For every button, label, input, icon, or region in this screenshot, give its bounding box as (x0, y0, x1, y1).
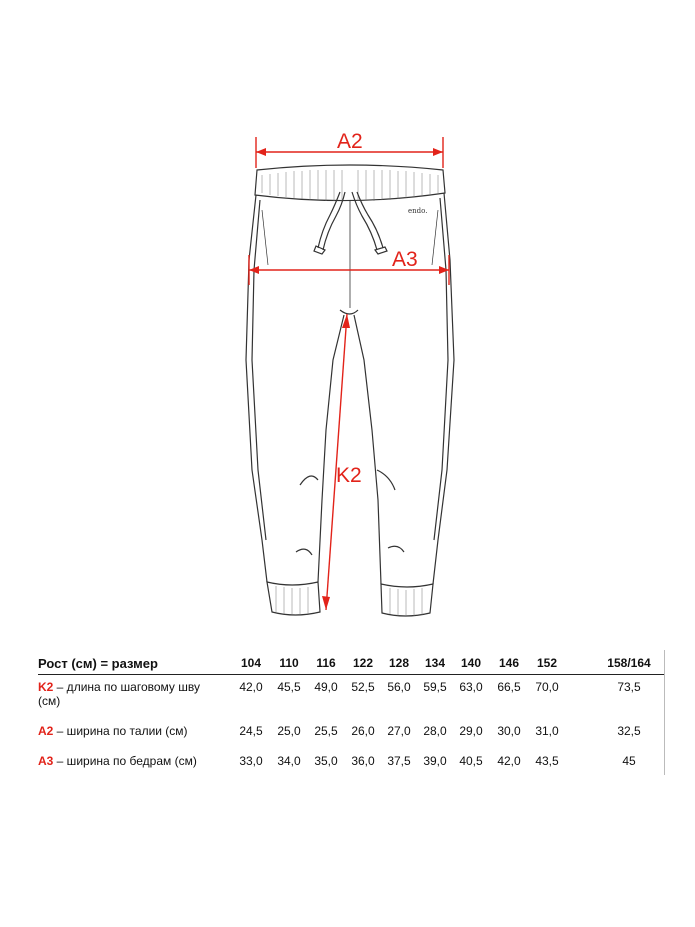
row-label (38, 724, 218, 738)
row-code: K2 (38, 680, 54, 694)
size-header: 128 (388, 656, 410, 670)
a2-label: A2 (337, 130, 363, 153)
size-header: 140 (460, 656, 482, 670)
table-cell: 59,5 (423, 680, 447, 694)
table-cell: 33,0 (239, 754, 263, 768)
table-cell: 66,5 (497, 680, 521, 694)
size-header: 110 (279, 656, 299, 670)
size-header: 152 (536, 656, 558, 670)
table-cell: 45,5 (277, 680, 301, 694)
brand-label: endo. (408, 207, 428, 215)
header-label: Рост (см) = размер (38, 656, 158, 671)
table-header-row (38, 656, 668, 676)
table-cell: 63,0 (459, 680, 483, 694)
cuffs (267, 582, 433, 616)
table-cell: 25,0 (277, 724, 301, 738)
table-cell: 35,0 (314, 754, 338, 768)
table-cell: 26,0 (351, 724, 375, 738)
waistband (255, 165, 445, 201)
k2-label: K2 (336, 464, 362, 487)
drawstring (314, 192, 387, 254)
table-cell: 42,0 (497, 754, 521, 768)
table-cell: 70,0 (535, 680, 559, 694)
table-cell: 49,0 (314, 680, 338, 694)
table-cell: 25,5 (314, 724, 338, 738)
table-row-a3 (38, 754, 668, 798)
size-header: 158/164 (607, 656, 651, 670)
table-cell: 31,0 (535, 724, 559, 738)
size-header: 134 (424, 656, 446, 670)
size-header: 116 (316, 656, 336, 670)
table-cell: 34,0 (277, 754, 301, 768)
table-cell: 30,0 (497, 724, 521, 738)
size-header: 104 (240, 656, 262, 670)
size-table (38, 650, 668, 775)
table-cell: 40,5 (459, 754, 483, 768)
row-code: A3 (38, 754, 54, 768)
row-code: A2 (38, 724, 54, 738)
table-cell: 56,0 (387, 680, 411, 694)
header-rule (38, 674, 664, 675)
table-cell: 36,0 (351, 754, 375, 768)
size-header: 146 (498, 656, 520, 670)
table-cell: 28,0 (423, 724, 447, 738)
row-text: – длина по шаговому шву (см) (38, 680, 200, 708)
table-cell: 29,0 (459, 724, 483, 738)
a3-label: A3 (392, 248, 418, 271)
table-cell: 27,0 (387, 724, 411, 738)
table-cell: 32,5 (617, 724, 641, 738)
row-label (38, 680, 218, 708)
size-header: 122 (352, 656, 374, 670)
pants-outline (246, 193, 454, 584)
table-cell: 73,5 (617, 680, 641, 694)
row-label (38, 754, 228, 768)
row-text: – ширина по бедрам (см) (53, 754, 197, 768)
table-cell: 37,5 (387, 754, 411, 768)
table-cell: 45 (622, 754, 636, 768)
table-cell: 42,0 (239, 680, 263, 694)
table-cell: 52,5 (351, 680, 375, 694)
table-cell: 43,5 (535, 754, 559, 768)
row-text: – ширина по талии (см) (53, 724, 188, 738)
table-row-k2 (38, 680, 668, 724)
table-cell: 39,0 (423, 754, 447, 768)
table-cell: 24,5 (239, 724, 263, 738)
